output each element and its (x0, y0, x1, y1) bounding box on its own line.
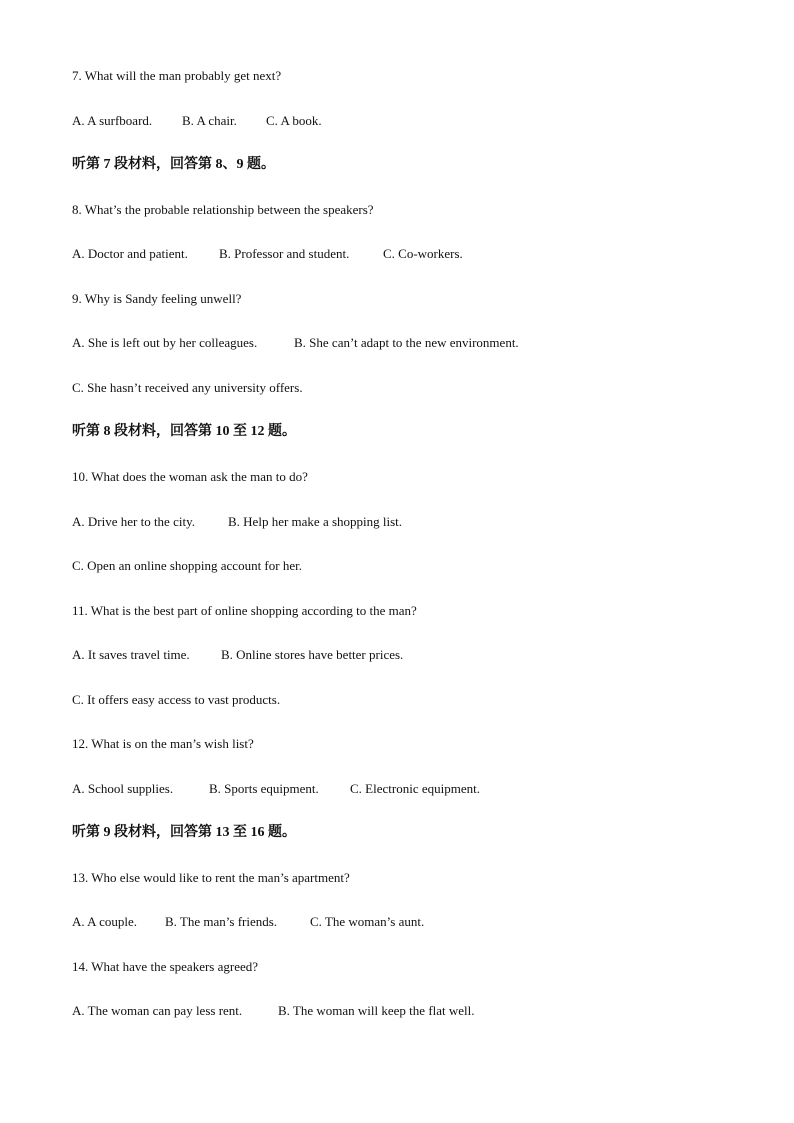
question-13: 13. Who else would like to rent the man’s apartment? (72, 870, 350, 885)
question-9: 9. Why is Sandy feeling unwell? (72, 291, 242, 306)
option-b: B. Online stores have better prices. (221, 647, 404, 662)
question-10: 10. What does the woman ask the man to do? (72, 469, 308, 484)
option-c: C. The woman’s aunt. (310, 914, 425, 929)
question-12: 12. What is on the man’s wish list? (72, 736, 254, 751)
question-14-options (72, 1003, 475, 1019)
option-c: C. Co-workers. (383, 246, 463, 261)
option-b: B. Help her make a shopping list. (228, 514, 403, 529)
option-a: A. She is left out by her colleagues. (72, 335, 258, 350)
question-10-option-c: C. Open an online shopping account for her. (72, 558, 302, 573)
option-a: A. The woman can pay less rent. (72, 1003, 243, 1018)
option-b: B. A chair. (182, 113, 237, 128)
section-heading-8: 听第 8 段材料，回答第 10 至 12 题。 (72, 424, 296, 439)
question-11-option-c: C. It offers easy access to vast products. (72, 692, 281, 707)
option-b: B. Professor and student. (219, 246, 350, 261)
question-11: 11. What is the best part of online shopping according to the man? (72, 603, 417, 618)
option-c: C. A book. (266, 113, 322, 128)
option-b: B. She can’t adapt to the new environment. (294, 335, 519, 350)
question-13-options (72, 914, 424, 930)
question-11-options (72, 647, 403, 663)
option-a: A. A surfboard. (72, 113, 153, 128)
question-14: 14. What have the speakers agreed? (72, 959, 259, 974)
question-9-options (72, 335, 519, 351)
option-b: B. Sports equipment. (209, 781, 319, 796)
section-heading-9: 听第 9 段材料，回答第 13 至 16 题。 (72, 825, 296, 840)
question-8-options (72, 246, 463, 262)
option-a: A. Drive her to the city. (72, 514, 195, 529)
option-c: C. Electronic equipment. (350, 781, 480, 796)
question-7: 7. What will the man probably get next? (72, 68, 282, 83)
question-10-options (72, 514, 402, 530)
question-12-options (72, 781, 480, 797)
section-heading-7: 听第 7 段材料，回答第 8、9 题。 (72, 157, 275, 172)
option-b: B. The man’s friends. (165, 914, 278, 929)
option-b: B. The woman will keep the flat well. (278, 1003, 475, 1018)
question-7-options (72, 113, 322, 129)
option-a: A. School supplies. (72, 781, 174, 796)
option-a: A. Doctor and patient. (72, 246, 188, 261)
question-8: 8. What’s the probable relationship between the speakers? (72, 202, 374, 217)
option-a: A. A couple. (72, 914, 137, 929)
option-a: A. It saves travel time. (72, 647, 190, 662)
question-9-option-c: C. She hasn’t received any university offers. (72, 380, 303, 395)
